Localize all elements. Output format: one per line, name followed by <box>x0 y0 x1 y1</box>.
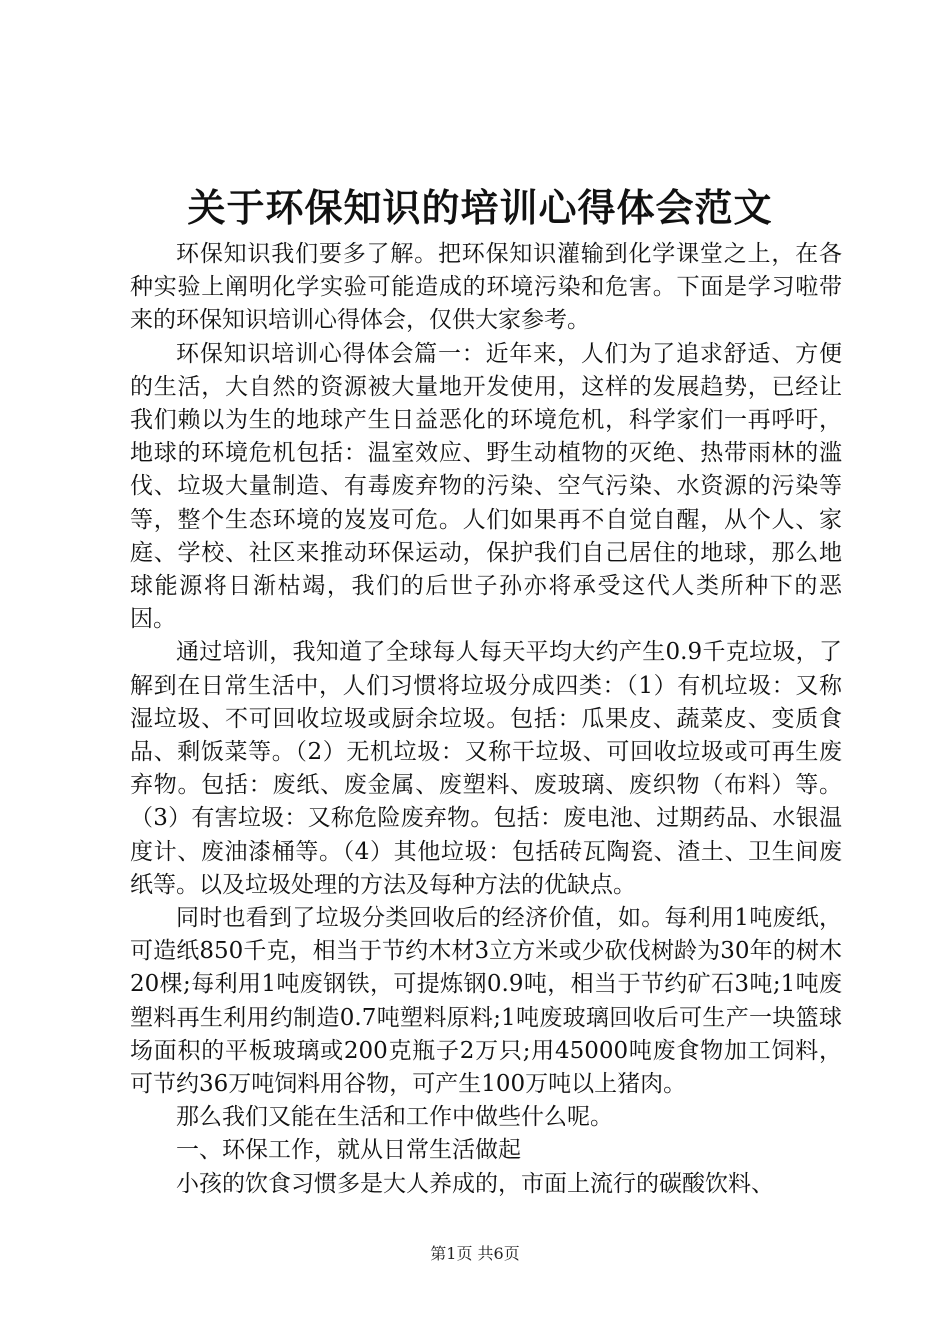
paragraph-question: 那么我们又能在生活和工作中做些什么呢。 <box>176 1104 613 1131</box>
section-heading-daily-life: 一、环保工作，就从日常生活做起 <box>176 1137 521 1164</box>
paragraph-garbage-categories: 通过培训，我知道了全球每人每天平均大约产生0.9千克垃圾，了解到在日常生活中，人们习惯将垃圾分成四类：（1）有机垃圾：又称湿垃圾、不可回收垃圾或厨余垃圾。包括：瓜果皮、蔬菜皮、变质食品、剩饭菜等。（2）无机垃圾：又称干垃圾、可回收垃圾或可再生废弃物。包括：废纸、废金属、废塑料、废玻璃、废织物（布料）等。（3）有害垃圾：又称危险废弃物。包括：废电池、过期药品、水银温度计、废油漆桶等。（4）其他垃圾：包括砖瓦陶瓷、渣土、卫生间废纸等。以及垃圾处理的方法及每种方法的优缺点。 <box>130 639 842 898</box>
document-title: 关于环保知识的培训心得体会范文 <box>187 185 773 230</box>
paragraph-children-habits: 小孩的饮食习惯多是大人养成的，市面上流行的碳酸饮料、 <box>176 1170 774 1197</box>
document-body <box>130 238 842 1201</box>
paragraph-intro: 环保知识我们要多了解。把环保知识灌输到化学课堂之上，在各种实验上阐明化学实验可能造成的环境污染和危害。下面是学习啦带来的环保知识培训心得体会，仅供大家参考。 <box>130 241 842 334</box>
paragraph-economic-value: 同时也看到了垃圾分类回收后的经济价值，如。每利用1吨废纸，可造纸850千克，相当于节约木材3立方米或少砍伐树龄为30年的树木20棵;每利用1吨废钢铁，可提炼钢0.9吨，相当于节约矿石3吨;1吨废塑料再生利用约制造0.7吨塑料原料;1吨废玻璃回收后可生产一块篮球场面积的平板玻璃或200克瓶子2万只;用45000吨废食物加工饲料，可节约36万吨饲料用谷物，可产生100万吨以上猪肉。 <box>130 905 842 1098</box>
page-number-footer: 第1页 共6页 <box>430 1244 520 1263</box>
paragraph-part-one: 环保知识培训心得体会篇一：近年来，人们为了追求舒适、方便的生活，大自然的资源被大量地开发使用，这样的发展趋势，已经让我们赖以为生的地球产生日益恶化的环境危机，科学家们一再呼吁，地球的环境危机包括：温室效应、野生动植物的灭绝、热带雨林的滥伐、垃圾大量制造、有毒废弃物的污染、空气污染、水资源的污染等等，整个生态环境的岌岌可危。人们如果再不自觉自醒，从个人、家庭、学校、社区来推动环保运动，保护我们自己居住的地球，那么地球能源将日渐枯竭，我们的后世子孙亦将承受这代人类所种下的恶因。 <box>130 340 842 633</box>
